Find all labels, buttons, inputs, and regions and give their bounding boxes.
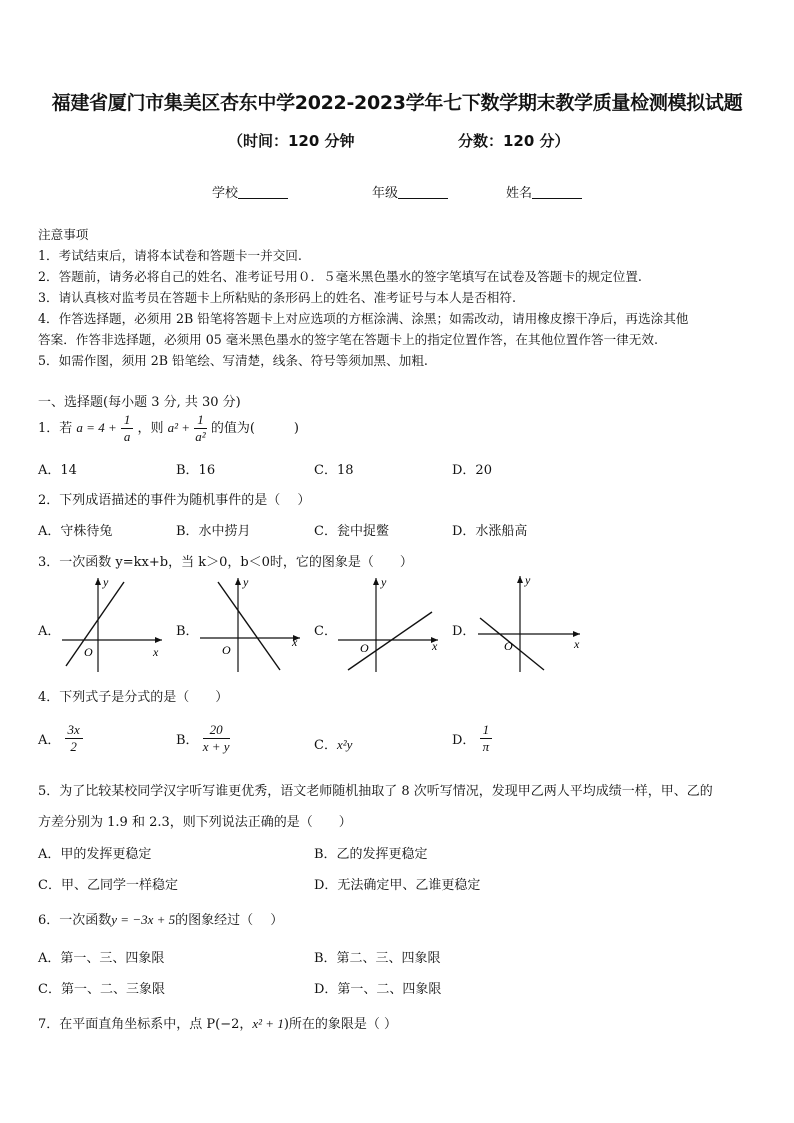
q1-f1-den: a (123, 429, 131, 444)
question-4: 4．下列式子是分式的是（ ） (38, 690, 229, 705)
q3-option-c-label[interactable]: C． (314, 624, 337, 639)
school-blank[interactable] (238, 186, 288, 199)
q3-graph-d[interactable] (474, 574, 586, 674)
origin-label: O (504, 639, 513, 653)
q7-prefix: 7．在平面直角坐标系中，点 P(−2， (38, 1017, 253, 1032)
q4-d-fraction (480, 722, 493, 755)
q1-option-d[interactable]: D．20 (452, 463, 492, 478)
origin-label: O (222, 643, 231, 657)
grade-label: 年级 (372, 186, 399, 201)
y-axis-arrow-icon (517, 576, 523, 583)
y-axis-arrow-icon (95, 578, 101, 585)
y-axis-label: y (381, 575, 387, 589)
note-item: 1．考试结束后，请将本试卷和答题卡一并交回. (38, 248, 302, 263)
q5-option-a[interactable]: A．甲的发挥更稳定 (38, 847, 152, 862)
page-title: 福建省厦门市集美区杏东中学2022-2023学年七下数学期末教学质量检测模拟试题 (51, 92, 743, 114)
q1-suffix: 的值为( ) (210, 421, 300, 436)
q4-a-den: 2 (70, 739, 77, 754)
q2-option-a[interactable]: A．守株待兔 (38, 524, 113, 539)
q3-option-b-label[interactable]: B． (176, 624, 199, 639)
q6-option-b[interactable]: B．第二、三、四象限 (314, 951, 441, 966)
q4-a-label: A． (38, 733, 61, 748)
q4-d-label: D． (452, 733, 476, 748)
y-axis-label: y (243, 575, 249, 589)
q4-option-c[interactable] (314, 734, 352, 753)
question-6 (38, 909, 283, 928)
function-line (66, 582, 124, 666)
note-item: 5．如需作图，须用 2B 铅笔绘、写清楚，线条、符号等须加黑、加粗. (38, 353, 428, 368)
grade-field (372, 182, 448, 201)
x-axis-label: x (432, 639, 438, 653)
y-axis-arrow-icon (373, 578, 379, 585)
q4-b-fraction (203, 722, 230, 755)
q6-suffix: 的图象经过（ ） (175, 913, 284, 928)
exam-score: 分数：120 分） (458, 132, 570, 150)
q3-option-a-label[interactable]: A． (38, 624, 61, 639)
q6-option-c[interactable]: C．第一、二、三象限 (38, 982, 165, 997)
note-item: 答案．作答非选择题，必须用 05 毫米黑色墨水的签字笔在答题卡上的指定位置作答，在其他位置作答一律无效. (38, 332, 658, 347)
q3-graph-b[interactable] (196, 574, 306, 674)
section-heading: 一、选择题(每小题 3 分, 共 30 分) (38, 395, 241, 410)
question-5-line-1: 5．为了比较某校同学汉字听写谁更优秀，语文老师随机抽取了 8 次听写情况，发现甲乙两人平均成绩一样，甲、乙的 (38, 784, 713, 799)
question-2: 2．下列成语描述的事件为随机事件的是（ ） (38, 493, 311, 508)
question-5-line-2: 方差分别为 1.9 和 2.3，则下列说法正确的是（ ） (38, 815, 352, 830)
q4-option-a[interactable] (38, 722, 83, 755)
q3-option-d-label[interactable]: D． (452, 624, 476, 639)
q3-graph-a[interactable] (58, 574, 168, 674)
x-axis-label: x (292, 635, 298, 649)
q4-d-den: π (482, 739, 490, 754)
origin-label: O (360, 641, 369, 655)
q6-expr: y = −3x + 5 (111, 912, 176, 927)
q1-a2: a² + (167, 420, 191, 435)
school-field (212, 182, 288, 201)
note-item: 3．请认真核对监考员在答题卡上所粘贴的条形码上的姓名、准考证号与本人是否相符. (38, 290, 516, 305)
q4-c-label: C． (314, 738, 337, 753)
name-field (506, 182, 582, 201)
name-blank[interactable] (532, 186, 582, 199)
exam-time: （时间：120 分钟 (228, 132, 355, 150)
question-7 (38, 1013, 397, 1032)
question-3: 3．一次函数 y=kx+b，当 k＞0，b＜0时，它的图象是（ ） (38, 555, 413, 570)
q6-option-a[interactable]: A．第一、三、四象限 (38, 951, 165, 966)
q4-option-d[interactable] (452, 722, 492, 755)
question-1 (38, 412, 299, 445)
q6-prefix: 6．一次函数 (38, 913, 112, 928)
q4-b-den: x + y (202, 739, 230, 754)
q1-fraction-2 (194, 412, 207, 445)
q2-option-c[interactable]: C．瓮中捉鳖 (314, 524, 389, 539)
name-label: 姓名 (506, 186, 533, 201)
q2-option-b[interactable]: B．水中捞月 (176, 524, 251, 539)
grade-blank[interactable] (398, 186, 448, 199)
q4-b-num: 20 (203, 722, 230, 739)
q7-expr: x² + 1 (252, 1016, 284, 1031)
q4-d-num: 1 (480, 722, 493, 739)
q2-option-d[interactable]: D．水涨船高 (452, 524, 528, 539)
q5-option-c[interactable]: C．甲、乙同学一样稳定 (38, 878, 178, 893)
q3-graph-c[interactable] (334, 574, 444, 674)
q4-a-fraction (65, 722, 83, 755)
q4-option-b[interactable] (176, 722, 230, 755)
q1-a-eq: a = 4 + (76, 420, 117, 435)
q1-fraction-1 (121, 412, 134, 445)
q1-option-a[interactable]: A．14 (38, 463, 77, 478)
q4-a-num: 3x (65, 722, 83, 739)
q7-suffix: )所在的象限是（ ） (283, 1017, 398, 1032)
q4-c-expr: x²y (336, 737, 353, 752)
q1-prefix: 1．若 (38, 421, 73, 436)
q1-option-b[interactable]: B．16 (176, 463, 216, 478)
origin-label: O (84, 645, 93, 659)
notes-heading: 注意事项 (38, 227, 89, 242)
x-axis-label: x (574, 637, 580, 651)
note-item: 4．作答选择题，必须用 2B 铅笔将答题卡上对应选项的方框涂满、涂黑；如需改动，请用橡皮擦干净后，再选涂其他 (38, 311, 689, 326)
q5-option-d[interactable]: D．无法确定甲、乙谁更稳定 (314, 878, 481, 893)
q1-f2-num: 1 (194, 412, 207, 429)
note-item: 2．答题前，请务必将自己的姓名、准考证号用０．５毫米黑色墨水的签字笔填写在试卷及答题卡的规定位置. (38, 269, 642, 284)
y-axis-label: y (103, 575, 109, 589)
school-label: 学校 (212, 186, 239, 201)
q6-option-d[interactable]: D．第一、二、四象限 (314, 982, 442, 997)
x-axis-arrow-icon (155, 637, 162, 643)
q1-f2-den: a² (195, 429, 206, 444)
q4-b-label: B． (176, 733, 199, 748)
q5-option-b[interactable]: B．乙的发挥更稳定 (314, 847, 428, 862)
x-axis-label: x (153, 645, 159, 659)
y-axis-label: y (525, 574, 531, 587)
q1-option-c[interactable]: C．18 (314, 463, 354, 478)
q1-f1-num: 1 (121, 412, 134, 429)
y-axis-arrow-icon (235, 578, 241, 585)
q1-mid: ，则 (137, 421, 164, 436)
